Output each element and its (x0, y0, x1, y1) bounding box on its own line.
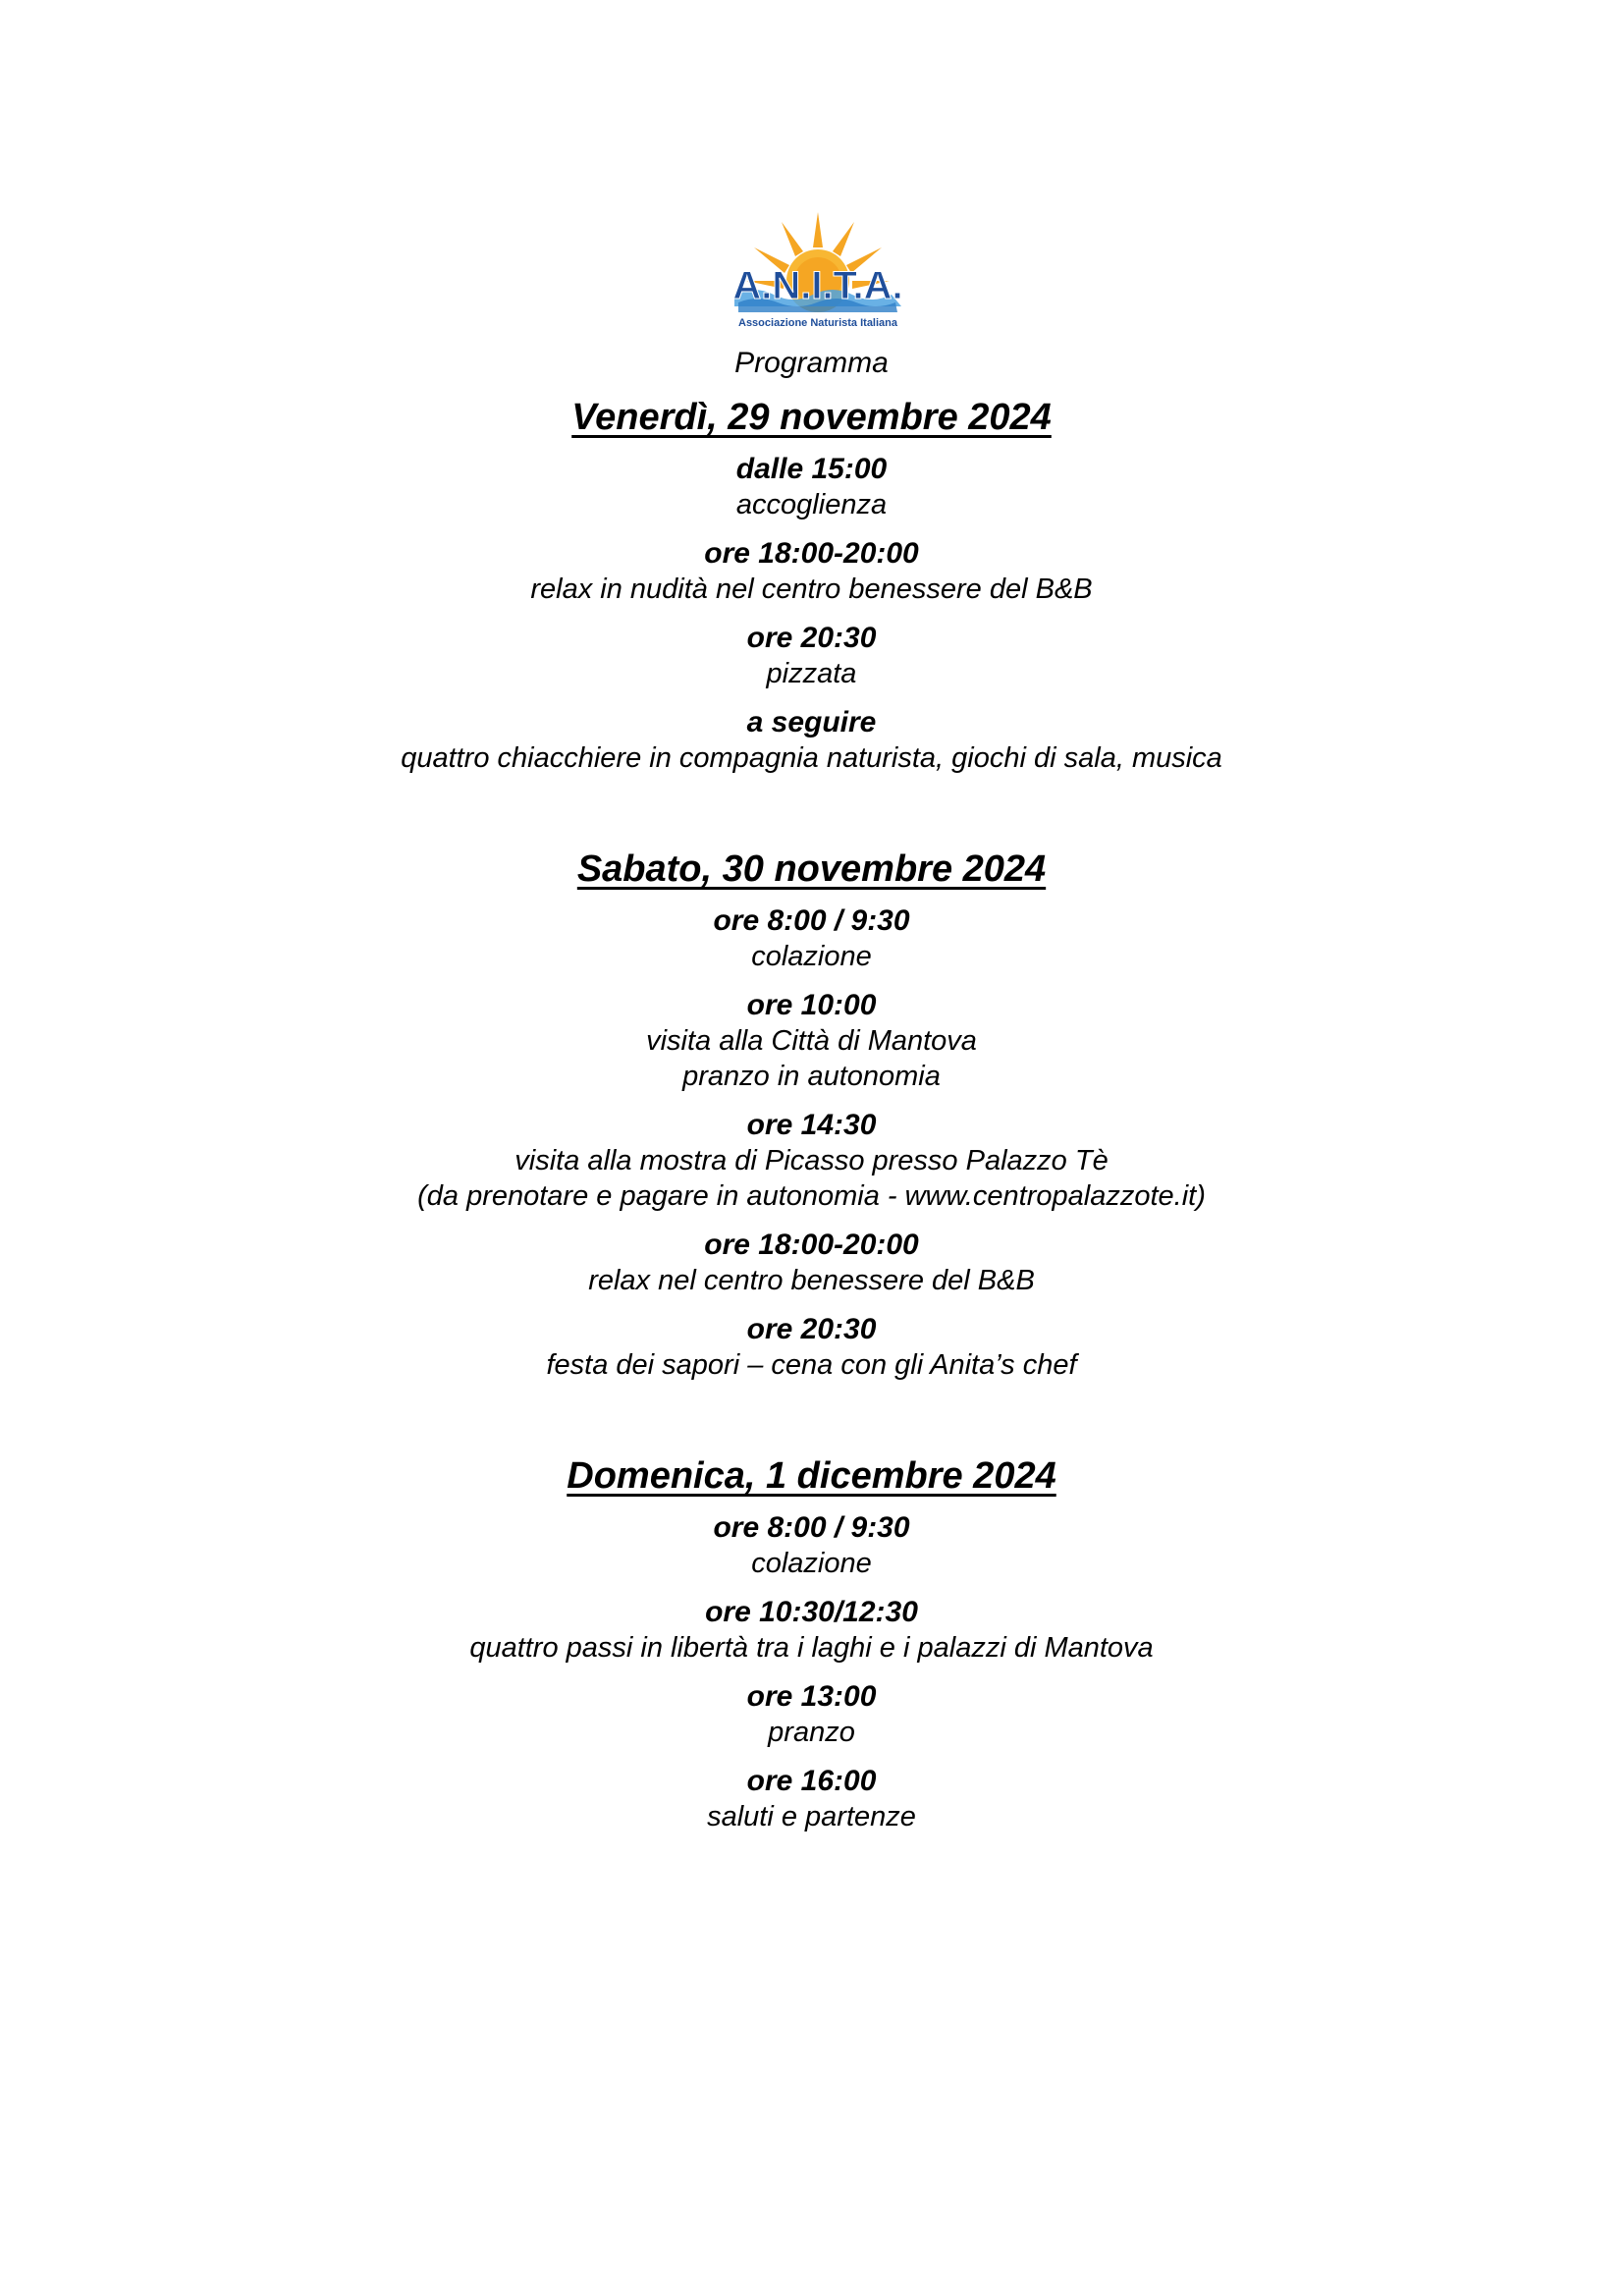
event-description: pranzo in autonomia (682, 1061, 941, 1092)
day-heading: Domenica, 1 dicembre 2024 (567, 1455, 1056, 1497)
event-description: relax in nudità nel centro benessere del B&B (530, 574, 1093, 605)
event-description: festa dei sapori – cena con gli Anita’s chef (546, 1349, 1077, 1381)
schedule-item (0, 1108, 1623, 1214)
event-time: ore 8:00 / 9:30 (713, 1511, 910, 1544)
event-time: ore 14:30 (746, 1109, 877, 1141)
day-block (0, 395, 1623, 776)
schedule-item (0, 621, 1623, 691)
schedule-item (0, 1679, 1623, 1750)
event-time: dalle 15:00 (735, 453, 888, 485)
schedule-item (0, 1312, 1623, 1383)
event-time: ore 18:00-20:00 (704, 1229, 919, 1261)
event-time: ore 10:00 (746, 989, 877, 1021)
event-time: ore 10:30/12:30 (705, 1596, 918, 1628)
program-subtitle: Programma (734, 347, 889, 379)
schedule-item (0, 1510, 1623, 1581)
event-time: ore 13:00 (746, 1680, 877, 1713)
schedule-item (0, 988, 1623, 1094)
event-time: a seguire (746, 706, 877, 738)
logo-caption: Associazione Naturista Italiana (738, 317, 897, 329)
days-list (0, 395, 1623, 1834)
event-description: visita alla mostra di Picasso presso Palazzo Tè (514, 1145, 1109, 1176)
event-time: ore 18:00-20:00 (704, 537, 919, 570)
schedule-item (0, 452, 1623, 522)
schedule-item (0, 536, 1623, 607)
event-description: colazione (751, 1548, 872, 1579)
event-description: saluti e partenze (707, 1801, 916, 1832)
event-time: ore 20:30 (746, 1313, 877, 1345)
event-description: relax nel centro benessere del B&B (588, 1265, 1035, 1296)
event-description: (da prenotare e pagare in autonomia - www.centropalazzote.it) (417, 1180, 1206, 1212)
schedule-item (0, 1228, 1623, 1298)
day-block (0, 847, 1623, 1383)
schedule-item (0, 705, 1623, 776)
event-time: ore 16:00 (746, 1765, 877, 1797)
day-heading: Venerdì, 29 novembre 2024 (571, 397, 1052, 438)
day-heading: Sabato, 30 novembre 2024 (576, 848, 1047, 890)
schedule-item (0, 903, 1623, 974)
event-description: quattro passi in libertà tra i laghi e i palazzi di Mantova (469, 1632, 1154, 1664)
sun-logo-icon (725, 208, 911, 331)
program-content (0, 346, 1623, 1905)
anita-logo (725, 208, 911, 331)
event-time: ore 20:30 (746, 622, 877, 654)
event-time: ore 8:00 / 9:30 (713, 904, 910, 937)
event-description: pizzata (766, 658, 857, 689)
event-description: accoglienza (735, 489, 888, 520)
schedule-item (0, 1764, 1623, 1834)
event-description: pranzo (768, 1717, 855, 1748)
event-description: quattro chiacchiere in compagnia naturista, giochi di sala, musica (401, 742, 1222, 774)
schedule-item (0, 1595, 1623, 1666)
day-block (0, 1453, 1623, 1834)
logo-text: A.N.I.T.A. (732, 264, 903, 307)
event-description: visita alla Città di Mantova (646, 1025, 977, 1057)
event-description: colazione (751, 941, 872, 972)
